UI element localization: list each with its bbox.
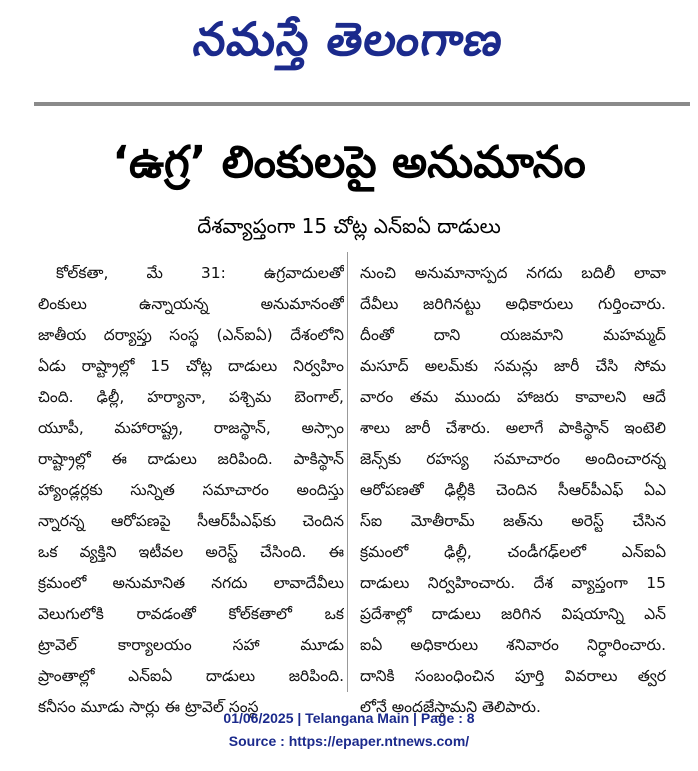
article-text-line: మసూద్ అలమ్‌కు సమన్లు జారీ చేసి సోమ (360, 357, 666, 375)
article-text-line: జెన్స్‌కు రహస్య సమాచారం అందించారన్న (360, 450, 666, 468)
article-subheadline: దేశవ్యాప్తంగా 15 చోట్ల ఎన్ఐఏ దాడులు (197, 214, 501, 238)
article-text-line: దేవీలు జరిగినట్టు అధికారులు గుర్తించారు. (360, 295, 666, 313)
article-text-line: ఏడు రాష్ట్రాల్లో 15 చోట్ల దాడులు నిర్వహిం (38, 357, 344, 375)
article-text-line: ఐఏ అధికారులు శనివారం నిర్ధారించారు. (360, 636, 666, 654)
article-text-line: వెలుగులోకి రావడంతో కోల్‌కతాలో ఒక (38, 605, 344, 623)
article-text-line: నుంచి అనుమానాస్పద నగదు బదిలీ లావా (360, 264, 666, 282)
article-text-line: స్ఐ మోతీరామ్ జత్‌ను అరెస్ట్ చేసిన (360, 512, 666, 530)
article-headline: ‘ఉగ్ర’ లింకులపై అనుమానం (112, 137, 586, 188)
article-text-line: న్నారన్న ఆరోపణపై సీఆర్‌పీఎఫ్‌కు చెందిన (38, 512, 344, 530)
article-text-line: క్రమంలో అనుమానిత నగదు లావాదేవీలు (38, 574, 344, 592)
article-text-line: కోల్‌కతా, మే 31: ఉగ్రవాదులతో (56, 264, 344, 282)
article-text-line: రాష్ట్రాల్లో ఈ దాడులు జరిపింది. పాకిస్థాన్ (38, 450, 344, 468)
article-text-line: జాతీయ దర్యాప్తు సంస్థ (ఎన్ఐఏ) దేశంలోని (38, 326, 344, 344)
article-text-line: దానికి సంబంధించిన పూర్తి వివరాలు త్వర (360, 667, 666, 685)
article-text-line: ట్రావెల్ కార్యాలయం సహా మూడు (38, 636, 344, 654)
column-divider (347, 252, 348, 692)
article-text-line: ఆరోపణతో ఢిల్లీకి చెందిన సీఆర్‌పీఎఫ్ ఏఎ (360, 481, 666, 499)
article-text-line: చింది. ఢిల్లీ, హర్యానా, పశ్చిమ బెంగాల్, (38, 388, 344, 406)
article-text-line: ప్రదేశాల్లో దాడులు జరిగిన విషయాన్ని ఎన్ (360, 605, 666, 623)
article-text-line: యూపీ, మహారాష్ట్ర, రాజస్థాన్, అస్సాం (38, 419, 344, 437)
article-text-line: లింకులు ఉన్నాయన్న అనుమానంతో (38, 295, 344, 313)
article-text-line: శాలు జారీ చేశారు. అలాగే పాకిస్థాన్ ఇంటెలి (360, 419, 666, 437)
source-info: Source : https://epaper.ntnews.com/ (228, 733, 470, 749)
article-text-line: హ్యాండ్లర్లకు సున్నిత సమాచారం అందిస్తు (38, 481, 344, 499)
article-text-line: కనీసం మూడు సార్లు ఈ ట్రావెల్ సంస్థ (38, 698, 259, 716)
article-text-line: ఒక వ్యక్తిని ఇటీవల అరెస్ట్ చేసింది. ఈ (38, 543, 344, 561)
edition-info: 01/06/2025 | Telangana Main | Page : 8 (223, 710, 475, 726)
article-text-line: దీంతో దాని యజమాని మహమ్మద్ (360, 326, 666, 344)
newspaper-logo-title: నమస్తే తెలంగాణ (190, 12, 508, 66)
article-text-line: వారం తమ ముందు హాజరు కావాలని ఆదే (360, 388, 666, 406)
article-text-line: ప్రాంతాల్లో ఎన్ఐఏ దాడులు జరిపింది. (38, 667, 344, 685)
article-right-column (360, 258, 666, 723)
article-left-column (38, 258, 344, 723)
article-text-line: లోనే అందజేస్తామని తెలిపారు. (360, 698, 541, 716)
article-text-line: దాడులు నిర్వహించారు. దేశ వ్యాప్తంగా 15 (360, 574, 666, 592)
masthead-divider (34, 102, 690, 106)
article-text-line: క్రమంలో ఢిల్లీ, చండీగఢ్‌లలో ఎన్ఐఏ (360, 543, 666, 561)
masthead (0, 4, 698, 74)
